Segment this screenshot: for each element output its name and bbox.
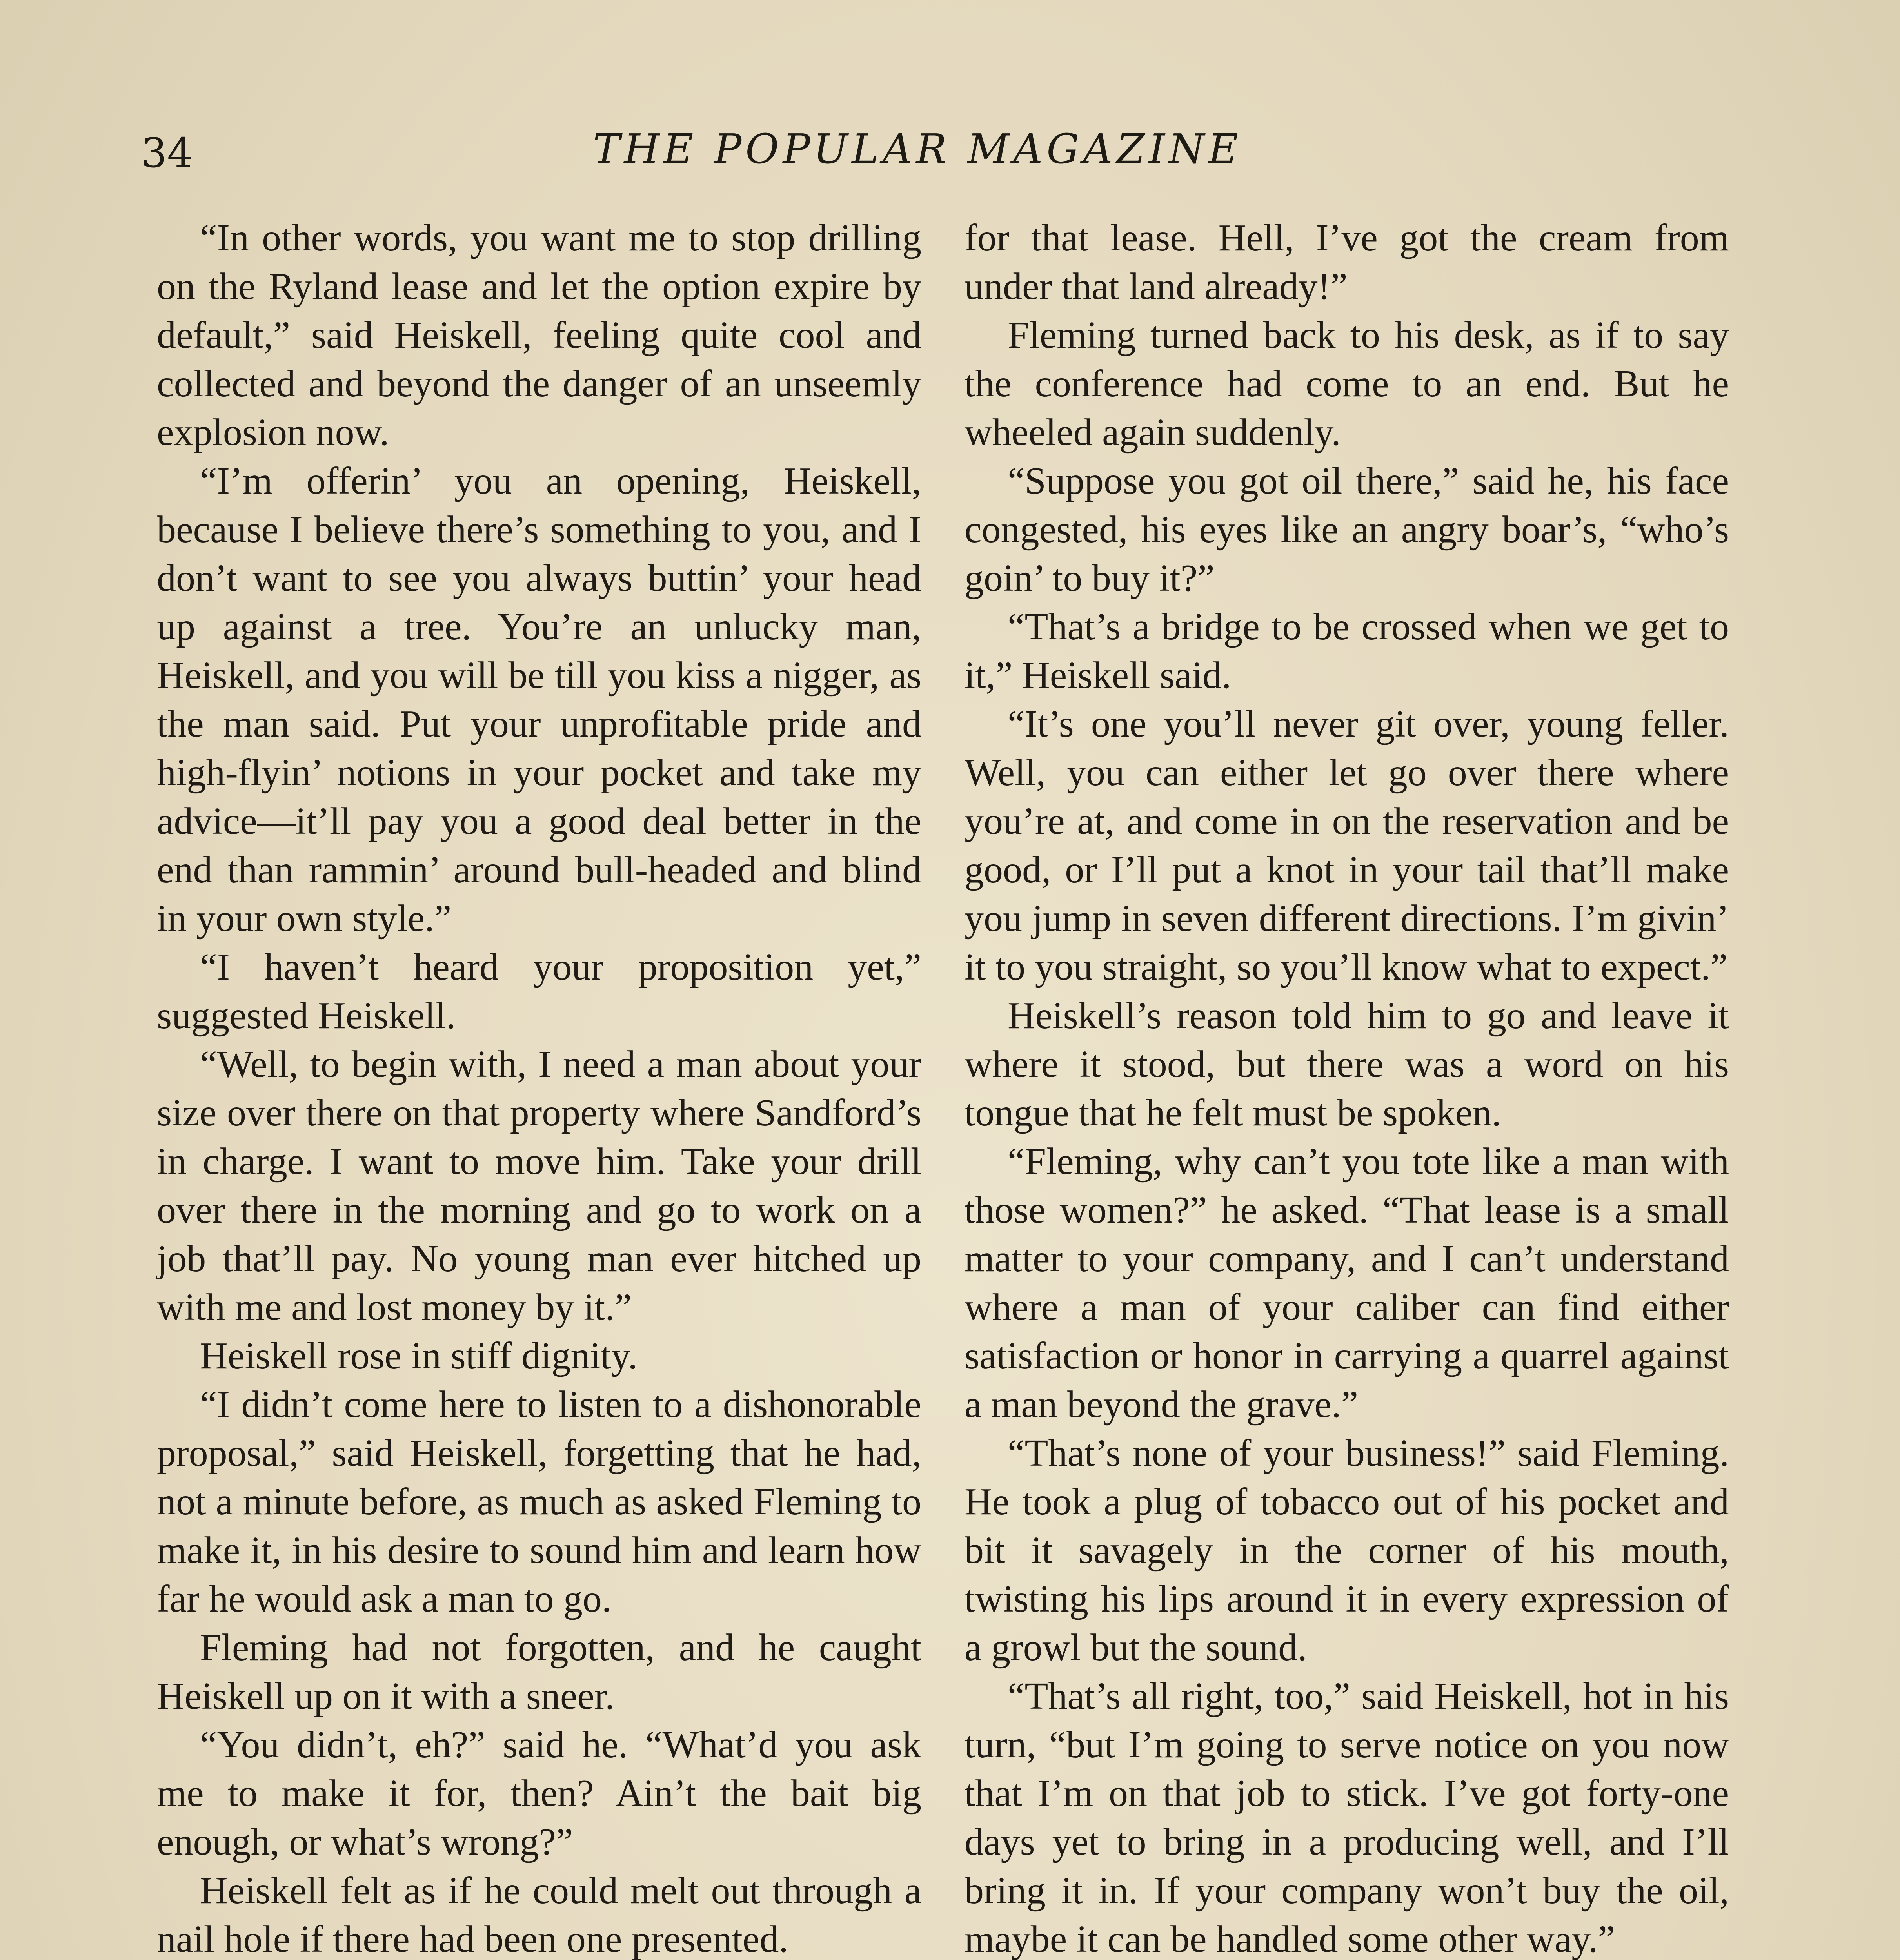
- paragraph: Fleming had not forgotten, and he caught Heiskell up on it with a sneer.: [157, 1626, 921, 1717]
- paragraph: “Suppose you got oil there,” said he, his face congested, his eyes like an angry boar’s, “who’s goin’ to buy it?”: [965, 460, 1729, 599]
- paragraph: “Fleming, why can’t you tote like a man with those women?” he asked. “That lease is a small matter to your company, and I can’t understand where a man of your caliber can find either satisfaction or honor in carrying a quarrel against a man beyond the grave.”: [965, 1140, 1729, 1426]
- paragraph: “I haven’t heard your proposition yet,” suggested Heiskell.: [157, 946, 921, 1037]
- paragraph: “That’s a bridge to be crossed when we get to it,” Heiskell said.: [965, 606, 1729, 697]
- paragraph: “Well, to begin with, I need a man about your size over there on that property where Sandford’s in charge. I want to move him. Take your drill over there in the morning and go to work on a job that’ll pay. No young man ever hitched up with me and lost money by it.”: [157, 1043, 921, 1328]
- paragraph: “I didn’t come here to listen to a dishonorable proposal,” said Heiskell, forgetting that he had, not a minute before, as much as asked Fleming to make it, in his desire to sound him and learn how far he would ask a man to go.: [157, 1383, 921, 1620]
- paragraph: “You didn’t, eh?” said he. “What’d you ask me to make it for, then? Ain’t the bait big enough, or what’s wrong?”: [157, 1724, 921, 1863]
- running-title: THE POPULAR MAGAZINE: [593, 125, 1242, 173]
- right-column: [965, 214, 1729, 1960]
- page-number: 34: [141, 129, 193, 177]
- paragraph: Heiskell rose in stiff dignity.: [200, 1335, 638, 1377]
- paragraph: Heiskell’s reason told him to go and leave it where it stood, but there was a word on his tongue that he felt must be spoken.: [965, 995, 1729, 1134]
- paragraph: “I’m offerin’ you an opening, Heiskell, because I believe there’s something to you, and I don’t want to see you always buttin’ your head up against a tree. You’re an unlucky man, Heiskell, and you will be till you kiss a nigger, as the man said. Put your unprofitable pride and high-flyin’ notions in your pocket and take my advice—it’ll pay you a good deal better in the end than rammin’ around bull-headed and blind in your own style.”: [157, 460, 921, 940]
- paragraph: Fleming turned back to his desk, as if to say the conference had come to an end. But he wheeled again suddenly.: [965, 314, 1729, 454]
- paragraph: “That’s none of your business!” said Fleming. He took a plug of tobacco out of his pocket and bit it savagely in the corner of his mouth, twisting his lips around it in every expression of a growl but the sound.: [965, 1432, 1729, 1669]
- paragraph: “It’s one you’ll never git over, young feller. Well, you can either let go over there where you’re at, and come in on the reservation and be good, or I’ll put a knot in your tail that’ll make you jump in seven different directions. I’m givin’ it to you straight, so you’ll know what to expect.”: [965, 703, 1729, 988]
- paragraph: “That’s all right, too,” said Heiskell, hot in his turn, “but I’m going to serve notice on you now that I’m on that job to stick. I’ve got forty-one days yet to bring in a producing well, and I’ll bring it in. If your company won’t buy the oil, maybe it can be handled some other way.”: [965, 1675, 1729, 1960]
- left-column: [157, 214, 921, 1960]
- paragraph: “In other words, you want me to stop drilling on the Ryland lease and let the option expire by default,” said Heiskell, feeling quite cool and collected and beyond the danger of an unseemly explosion now.: [157, 217, 921, 454]
- paragraph-continuation: for that lease. Hell, I’ve got the cream from under that land already!”: [965, 217, 1729, 308]
- page-header: [141, 125, 1694, 180]
- paragraph: Heiskell felt as if he could melt out through a nail hole if there had been one presented.: [157, 1869, 921, 1960]
